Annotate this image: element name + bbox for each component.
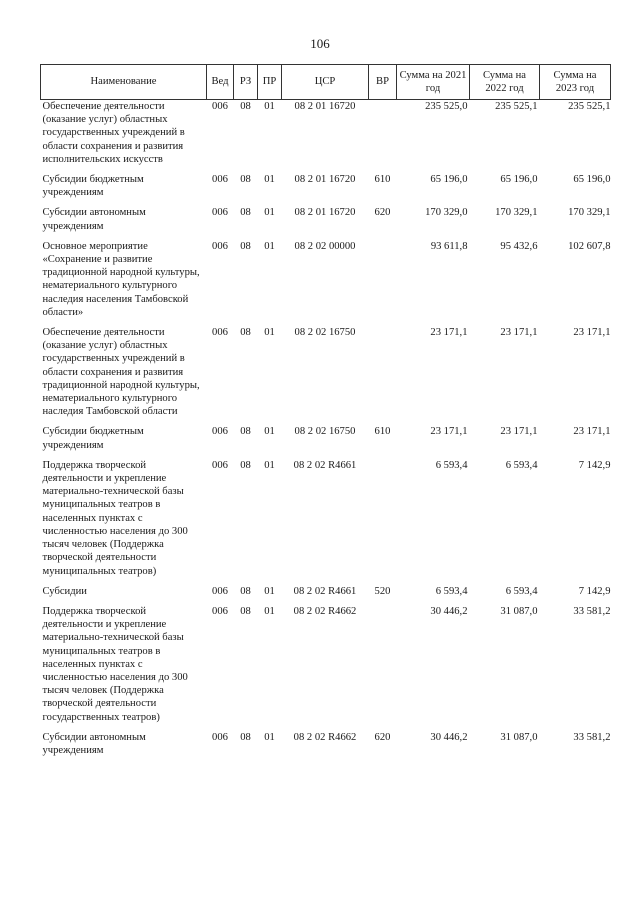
header-sum-2022: Сумма на 2022 год [470, 65, 540, 100]
row-sum-2023: 235 525,1 [568, 101, 611, 112]
row-sum-2022: 6 593,4 [505, 459, 538, 471]
row-vr [369, 100, 397, 174]
row-pr: 01 [264, 327, 275, 339]
header-csr: ЦСР [282, 65, 369, 100]
row-sum-2023: 7 142,9 [578, 585, 611, 597]
row-pr: 01 [264, 174, 275, 186]
header-pr: ПР [258, 65, 282, 100]
row-ved: 006 [212, 207, 228, 219]
row-name: Субсидии бюджетным учреждениям [42, 426, 144, 451]
row-csr: 08 2 01 16720 [294, 101, 356, 112]
row-rz: 08 [240, 459, 251, 471]
row-name: Субсидии бюджетным учреждениям [42, 174, 144, 199]
row-vr: 620 [374, 207, 391, 219]
row-pr: 01 [264, 605, 275, 617]
row-rz: 08 [240, 240, 251, 252]
row-rz: 08 [240, 101, 251, 112]
header-sum-2023: Сумма на 2023 год [540, 65, 611, 100]
row-sum-2023: 33 581,2 [573, 605, 611, 617]
row-ved: 006 [212, 459, 228, 471]
row-ved: 006 [212, 426, 228, 438]
row-csr: 08 2 02 R4661 [293, 585, 357, 597]
row-name: Поддержка творческой деятельности и укрепление материально-технической базы муниципальных театров в населенных пунктах с численностью населения до 300 тысяч человек (Поддержка творческой деятельности государственных театров) [42, 605, 188, 723]
row-csr: 08 2 02 R4662 [293, 731, 357, 743]
row-sum-2022: 31 087,0 [500, 605, 538, 617]
row-sum-2023: 102 607,8 [568, 240, 611, 252]
row-csr: 08 2 01 16720 [294, 207, 356, 219]
table-header-row [41, 65, 611, 100]
row-sum-2021: 93 611,8 [430, 240, 468, 252]
row-csr: 08 2 02 16750 [294, 327, 356, 339]
table-row [41, 173, 611, 206]
table-row [41, 605, 611, 731]
row-sum-2021: 23 171,1 [430, 426, 468, 438]
row-sum-2022: 170 329,1 [495, 207, 538, 219]
row-name: Поддержка творческой деятельности и укрепление материально-технической базы муниципальных театров в населенных пунктах с численностью населения до 300 тысяч человек (Поддержка творческой деятельности муниципальных театров) [42, 459, 188, 577]
row-sum-2023: 65 196,0 [573, 174, 611, 186]
table-row [41, 206, 611, 239]
row-sum-2021: 23 171,1 [430, 327, 468, 339]
row-name: Обеспечение деятельности (оказание услуг) областных государственных учреждений в области сохранения и развития традиционной народной культуры, нематериального культурного наследия Тамбовской области [42, 327, 200, 418]
row-csr: 08 2 01 16720 [294, 174, 356, 186]
row-csr: 08 2 02 R4661 [293, 459, 357, 471]
header-sum-2021: Сумма на 2021 год [397, 65, 470, 100]
row-sum-2022: 65 196,0 [500, 174, 538, 186]
row-ved: 006 [212, 731, 228, 743]
row-rz: 08 [240, 174, 251, 186]
row-sum-2021: 6 593,4 [435, 585, 468, 597]
row-pr: 01 [264, 101, 275, 112]
table-row [41, 425, 611, 458]
row-name: Субсидии автономным учреждениям [42, 207, 146, 232]
row-sum-2021: 6 593,4 [435, 459, 468, 471]
row-vr [369, 605, 397, 731]
row-vr: 520 [374, 585, 391, 597]
row-name: Субсидии [42, 585, 87, 597]
row-vr [369, 240, 397, 326]
row-pr: 01 [264, 731, 275, 743]
row-ved: 006 [212, 585, 228, 597]
header-name: Наименование [41, 65, 207, 100]
row-sum-2023: 33 581,2 [573, 731, 611, 743]
row-pr: 01 [264, 585, 275, 597]
row-csr: 08 2 02 R4662 [293, 605, 357, 617]
row-rz: 08 [240, 426, 251, 438]
row-vr [369, 326, 397, 425]
row-rz: 08 [240, 731, 251, 743]
row-vr [369, 459, 397, 585]
row-sum-2021: 30 446,2 [430, 605, 468, 617]
row-ved: 006 [212, 327, 228, 339]
header-rz: РЗ [234, 65, 258, 100]
table-row [41, 585, 611, 605]
row-pr: 01 [264, 426, 275, 438]
row-sum-2023: 170 329,1 [568, 207, 611, 219]
row-sum-2021: 235 525,0 [425, 101, 468, 112]
row-name: Обеспечение деятельности (оказание услуг) областных государственных учреждений в области сохранения и развития исполнительских искусств [42, 101, 185, 165]
header-ved: Вед [207, 65, 234, 100]
row-ved: 006 [212, 174, 228, 186]
row-ved: 006 [212, 101, 228, 112]
table-row [41, 240, 611, 326]
row-sum-2023: 23 171,1 [573, 327, 611, 339]
row-sum-2022: 23 171,1 [500, 426, 538, 438]
row-rz: 08 [240, 585, 251, 597]
row-name: Субсидии автономным учреждениям [42, 731, 146, 756]
budget-table [40, 64, 611, 764]
row-name: Основное мероприятие «Сохранение и развитие традиционной народной культуры, нематериального культурного наследия населения Тамбовской области» [42, 240, 200, 318]
row-ved: 006 [212, 605, 228, 617]
row-sum-2022: 95 432,6 [500, 240, 538, 252]
row-sum-2021: 170 329,0 [425, 207, 468, 219]
row-rz: 08 [240, 605, 251, 617]
row-rz: 08 [240, 207, 251, 219]
row-sum-2021: 30 446,2 [430, 731, 468, 743]
row-pr: 01 [264, 207, 275, 219]
row-vr: 610 [374, 174, 391, 186]
row-csr: 08 2 02 00000 [294, 240, 356, 252]
row-sum-2023: 7 142,9 [578, 459, 611, 471]
row-csr: 08 2 02 16750 [294, 426, 356, 438]
row-pr: 01 [264, 459, 275, 471]
row-ved: 006 [212, 240, 228, 252]
row-sum-2022: 31 087,0 [500, 731, 538, 743]
row-sum-2021: 65 196,0 [430, 174, 468, 186]
table-row [41, 731, 611, 764]
row-pr: 01 [264, 240, 275, 252]
row-sum-2022: 235 525,1 [495, 101, 538, 112]
row-vr: 620 [374, 731, 391, 743]
row-vr: 610 [374, 426, 391, 438]
row-sum-2022: 23 171,1 [500, 327, 538, 339]
table-row [41, 100, 611, 174]
row-sum-2023: 23 171,1 [573, 426, 611, 438]
row-rz: 08 [240, 327, 251, 339]
table-row [41, 326, 611, 425]
table-body [41, 100, 611, 765]
row-sum-2022: 6 593,4 [505, 585, 538, 597]
table-row [41, 459, 611, 585]
page-number: 106 [310, 36, 330, 51]
header-vr: ВР [369, 65, 397, 100]
